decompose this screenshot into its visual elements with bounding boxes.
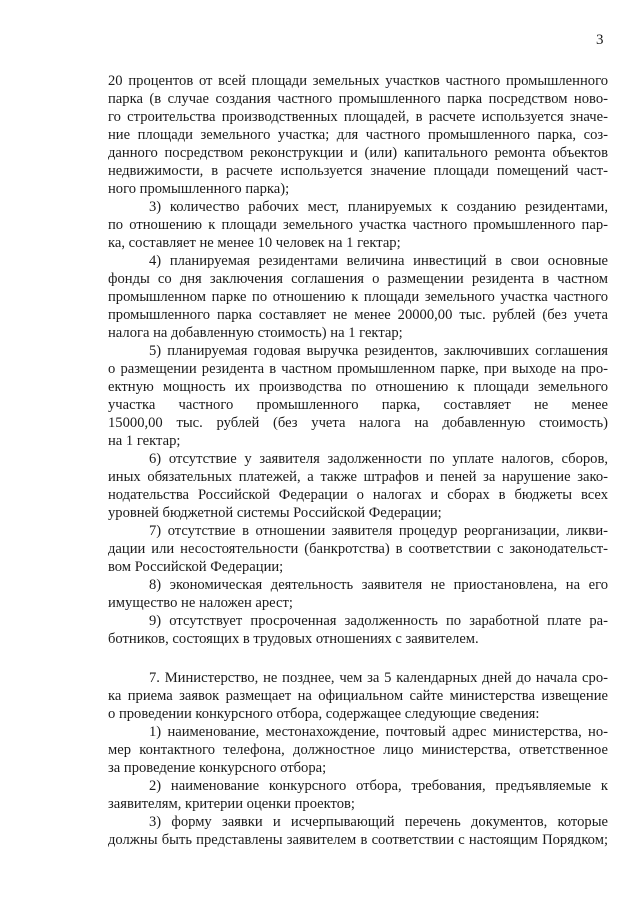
- text-line: за проведение конкурсного отбора;: [108, 760, 327, 776]
- text-line: участка частного промышленного парка, составляет не менее: [108, 397, 608, 413]
- text-line: иных обязательных платежей, а также штрафов и пеней за нарушение зако-: [108, 469, 608, 485]
- text-line: мер контактного телефона, должностное лицо министерства, ответственное: [108, 742, 608, 758]
- text-line: нодательства Российской Федерации о налогах и сборах в бюджеты всех: [108, 487, 608, 503]
- text-line: данного посредством реконструкции и (или) капитального ремонта объектов: [108, 145, 608, 161]
- text-line: 1) наименование, местонахождение, почтовый адрес министерства, но-: [149, 724, 608, 740]
- text-line: 20 процентов от всей площади земельных участков частного промышленного: [108, 73, 608, 89]
- text-line: имущество не наложен арест;: [108, 595, 293, 611]
- text-line: 6) отсутствие у заявителя задолженности по уплате налогов, сборов,: [149, 451, 608, 467]
- text-line: уровней бюджетной системы Российской Федерации;: [108, 505, 442, 521]
- text-line: ка приема заявок размещает на официальном сайте министерства извещение: [108, 688, 608, 704]
- text-line: 4) планируемая резидентами величина инвестиций в свои основные: [149, 253, 608, 269]
- text-line: 15000,00 тыс. рублей (без учета налога на добавленную стоимость): [108, 415, 608, 431]
- text-line: промышленного парка составляет не менее 20000,00 тыс. рублей (без учета: [108, 307, 608, 323]
- text-line: должны быть представлены заявителем в соответствии с настоящим Порядком;: [108, 832, 608, 848]
- text-line: дации или несостоятельности (банкротства) в соответствии с законодательст-: [108, 541, 608, 557]
- text-line: заявителям, критерии оценки проектов;: [108, 796, 355, 812]
- text-line: 3) форму заявки и исчерпывающий перечень документов, которые: [149, 814, 608, 830]
- text-line: парка (в случае создания частного промышленного парка посредством ново-: [108, 91, 608, 107]
- text-line: о проведении конкурсного отбора, содержащее следующие сведения:: [108, 706, 540, 722]
- text-line: 2) наименование конкурсного отбора, требования, предъявляемые к: [149, 778, 608, 794]
- text-line: вом Российской Федерации;: [108, 559, 284, 575]
- text-line: ектную мощность их производства по отношению к площади земельного: [108, 379, 608, 395]
- text-line: налога на добавленную стоимость) на 1 гектар;: [108, 325, 403, 341]
- text-line: промышленном парке по отношению к площади земельного участка частного: [108, 289, 608, 305]
- text-line: на 1 гектар;: [108, 433, 181, 449]
- text-line: ботников, состоящих в трудовых отношениях с заявителем.: [108, 631, 479, 647]
- text-line: го строительства производственных площадей, в расчете используется значе-: [108, 109, 608, 125]
- text-line: ка, составляет не менее 10 человек на 1 гектар;: [108, 235, 401, 251]
- text-line: фонды со дня заключения соглашения о размещении резидента в частном: [108, 271, 608, 287]
- text-line: 9) отсутствует просроченная задолженность по заработной плате ра-: [149, 613, 608, 629]
- text-line: 8) экономическая деятельность заявителя не приостановлена, на его: [149, 577, 608, 593]
- text-line: 7. Министерство, не позднее, чем за 5 календарных дней до начала сро-: [149, 670, 608, 686]
- page-number: 3: [596, 32, 604, 48]
- text-line: о размещении резидента в частном промышленном парке, при выходе на про-: [108, 361, 608, 377]
- text-line: 5) планируемая годовая выручка резидентов, заключивших соглашения: [149, 343, 608, 359]
- text-line: 7) отсутствие в отношении заявителя процедур реорганизации, ликви-: [149, 523, 608, 539]
- text-line: недвижимости, в расчете используется значение площади помещений част-: [108, 163, 608, 179]
- text-line: ного промышленного парка);: [108, 181, 290, 197]
- text-line: 3) количество рабочих мест, планируемых к созданию резидентами,: [149, 199, 608, 215]
- text-line: по отношению к площади земельного участка частного промышленного пар-: [108, 217, 608, 233]
- text-line: ние площади земельного участка; для частного промышленного парка, соз-: [108, 127, 608, 143]
